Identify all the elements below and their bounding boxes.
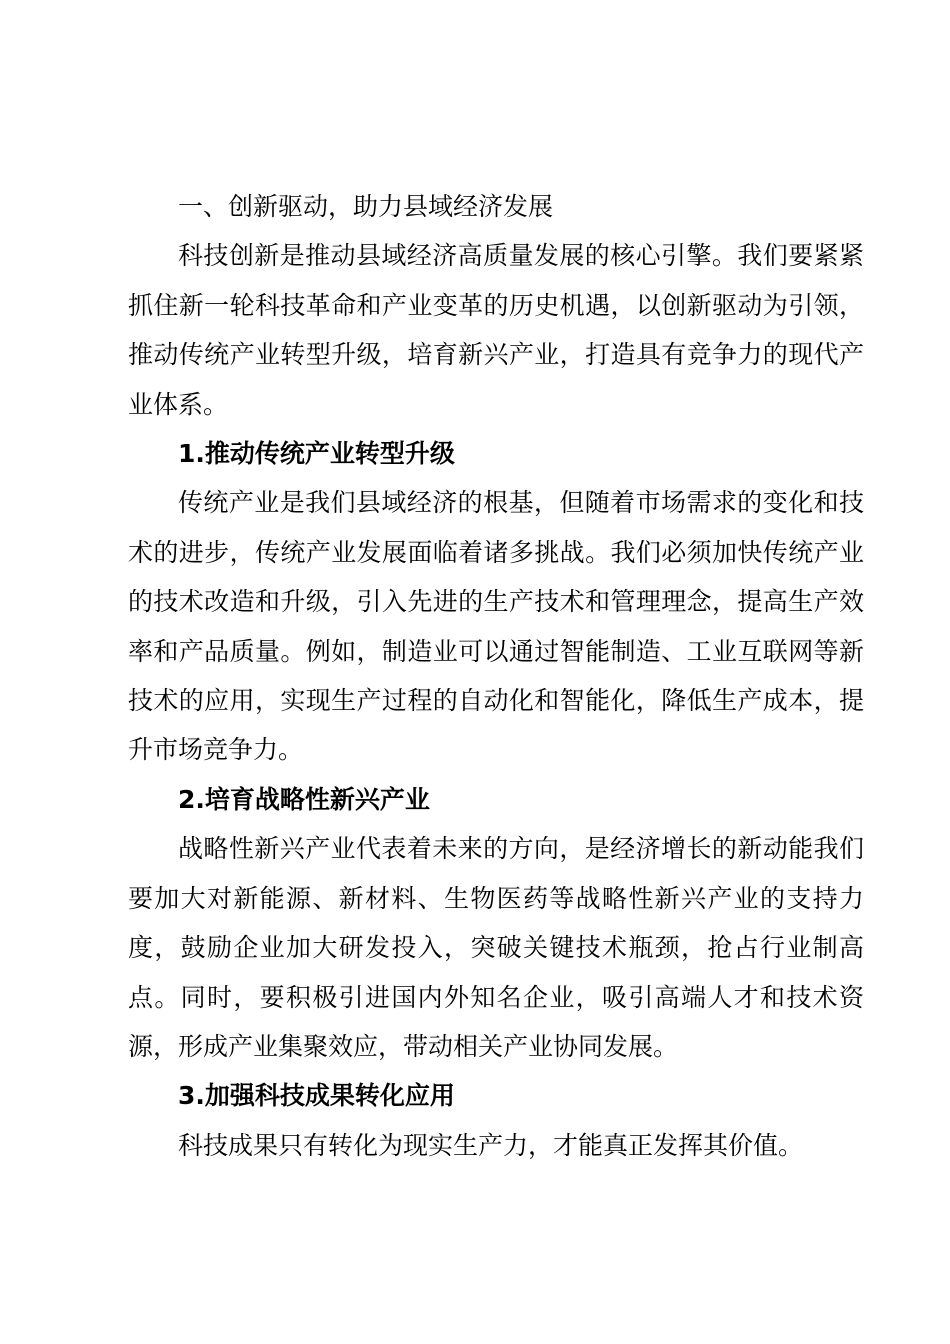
subheading-3: 3.加强科技成果转化应用 xyxy=(178,1081,455,1111)
subheading-1: 1.推动传统产业转型升级 xyxy=(178,439,455,469)
subheading-2: 2.培育战略性新兴产业 xyxy=(178,784,430,814)
body-paragraph-intro: 科技创新是推动县域经济高质量发展的核心引擎。我们要紧紧抓住新一轮科技革命和产业变革的历史机遇，以创新驱动为引领，推动传统产业转型升级，培育新兴产业，打造具有竞争力的现代产业体系。 xyxy=(128,241,864,419)
document-body xyxy=(128,182,864,1170)
section-heading: 一、创新驱动，助力县域经济发展 xyxy=(178,192,554,221)
body-paragraph-3: 科技成果只有转化为现实生产力，才能真正发挥其价值。 xyxy=(178,1130,804,1160)
body-paragraph-1: 传统产业是我们县域经济的根基，但随着市场需求的变化和技术的进步，传统产业发展面临着诸多挑战。我们必须加快传统产业的技术改造和升级，引入先进的生产技术和管理理念，提高生产效率和产品质量。例如，制造业可以通过智能制造、工业互联网等新技术的应用，实现生产过程的自动化和智能化，降低生产成本，提升市场竞争力。 xyxy=(128,488,864,765)
body-paragraph-2: 战略性新兴产业代表着未来的方向，是经济增长的新动能我们要加大对新能源、新材料、生物医药等战略性新兴产业的支持力度，鼓励企业加大研发投入，突破关键技术瓶颈，抢占行业制高点。同时，要积极引进国内外知名企业，吸引高端人才和技术资源，形成产业集聚效应，带动相关产业协同发展。 xyxy=(128,834,864,1061)
